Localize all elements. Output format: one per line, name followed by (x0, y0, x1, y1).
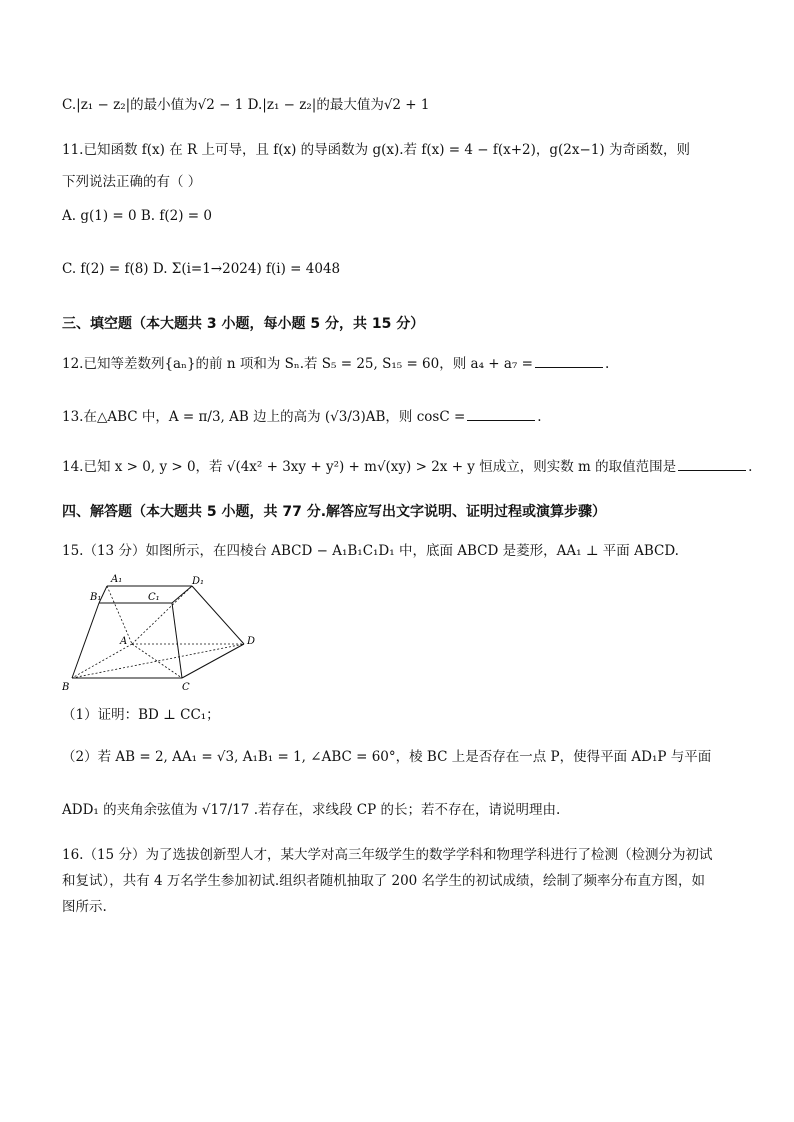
section-3-heading: 三、填空题（本大题共 3 小题，每小题 5 分，共 15 分） (62, 316, 425, 332)
question-11-options-cd: C. f(2) = f(8) D. Σ(i=1→2024) f(i) = 4048 (62, 261, 341, 277)
question-12-end: . (604, 356, 610, 372)
label-d1: D₁ (192, 576, 205, 587)
question-14-text: 14.已知 x > 0, y > 0，若 √(4x² + 3xy + y²) + m√(xy) > 2x + y 恒成立，则实数 m 的取值范围是 (62, 459, 677, 475)
question-16-line-2: 和复试），共有 4 万名学生参加初试.组织者随机抽取了 200 名学生的初试成绩，绘制了频率分布直方图，如 (62, 873, 706, 889)
question-12-text: 12.已知等差数列{aₙ}的前 n 项和为 Sₙ.若 S₅ = 25, S₁₅ = 60，则 a₄ + a₇ = (62, 356, 533, 372)
question-13-end: . (537, 409, 542, 425)
question-15-part-1: （1）证明：BD ⊥ CC₁； (62, 707, 220, 723)
question-12 (62, 355, 609, 373)
label-c: C (182, 682, 190, 692)
question-15-part-2: （2）若 AB = 2, AA₁ = √3, A₁B₁ = 1, ∠ABC = 60°，棱 BC 上是否存在一点 P，使得平面 AD₁P 与平面 (62, 749, 712, 765)
question-14-end: . (748, 459, 753, 475)
question-13 (62, 408, 542, 426)
question-16-line-3: 图所示. (62, 899, 107, 915)
answer-blank-12[interactable] (535, 355, 603, 368)
frustum-figure (62, 572, 262, 692)
label-b1: B₁ (90, 592, 102, 603)
section-4-heading: 四、解答题（本大题共 5 小题，共 77 分.解答应写出文字说明、证明过程或演算步骤） (62, 504, 607, 520)
label-c1: C₁ (148, 592, 160, 603)
question-11-stem-cont: 下列说法正确的有（ ） (62, 174, 202, 190)
question-11-options-ab: A. g(1) = 0 B. f(2) = 0 (62, 208, 212, 224)
question-16-line-1: 16.（15 分）为了选拔创新型人才，某大学对高三年级学生的数学学科和物理学科进行了检测（检测分为初试 (62, 847, 713, 863)
question-13-text: 13.在△ABC 中，A = π/3, AB 边上的高为 (√3/3)AB，则 cosC = (62, 409, 466, 425)
label-b: B (62, 682, 70, 692)
answer-blank-13[interactable] (467, 408, 535, 421)
question-15-part-2-cont: ADD₁ 的夹角余弦值为 √17/17 .若存在，求线段 CP 的长；若不存在，请说明理由. (62, 802, 561, 818)
answer-blank-14[interactable] (678, 458, 746, 471)
label-a: A (120, 636, 128, 647)
question-15-stem: 15.（13 分）如图所示，在四棱台 ABCD − A₁B₁C₁D₁ 中，底面 ABCD 是菱形，AA₁ ⊥ 平面 ABCD. (62, 543, 679, 559)
question-14 (62, 458, 752, 476)
label-d: D (247, 636, 256, 647)
option-cd-q10: C.|z₁ − z₂|的最小值为√2 − 1 D.|z₁ − z₂|的最大值为√2 + 1 (62, 97, 430, 113)
question-11-stem: 11.已知函数 f(x) 在 R 上可导，且 f(x) 的导函数为 g(x).若 f(x) = 4 − f(x+2)，g(2x−1) 为奇函数，则 (62, 142, 690, 158)
label-a1: A₁ (111, 574, 123, 585)
